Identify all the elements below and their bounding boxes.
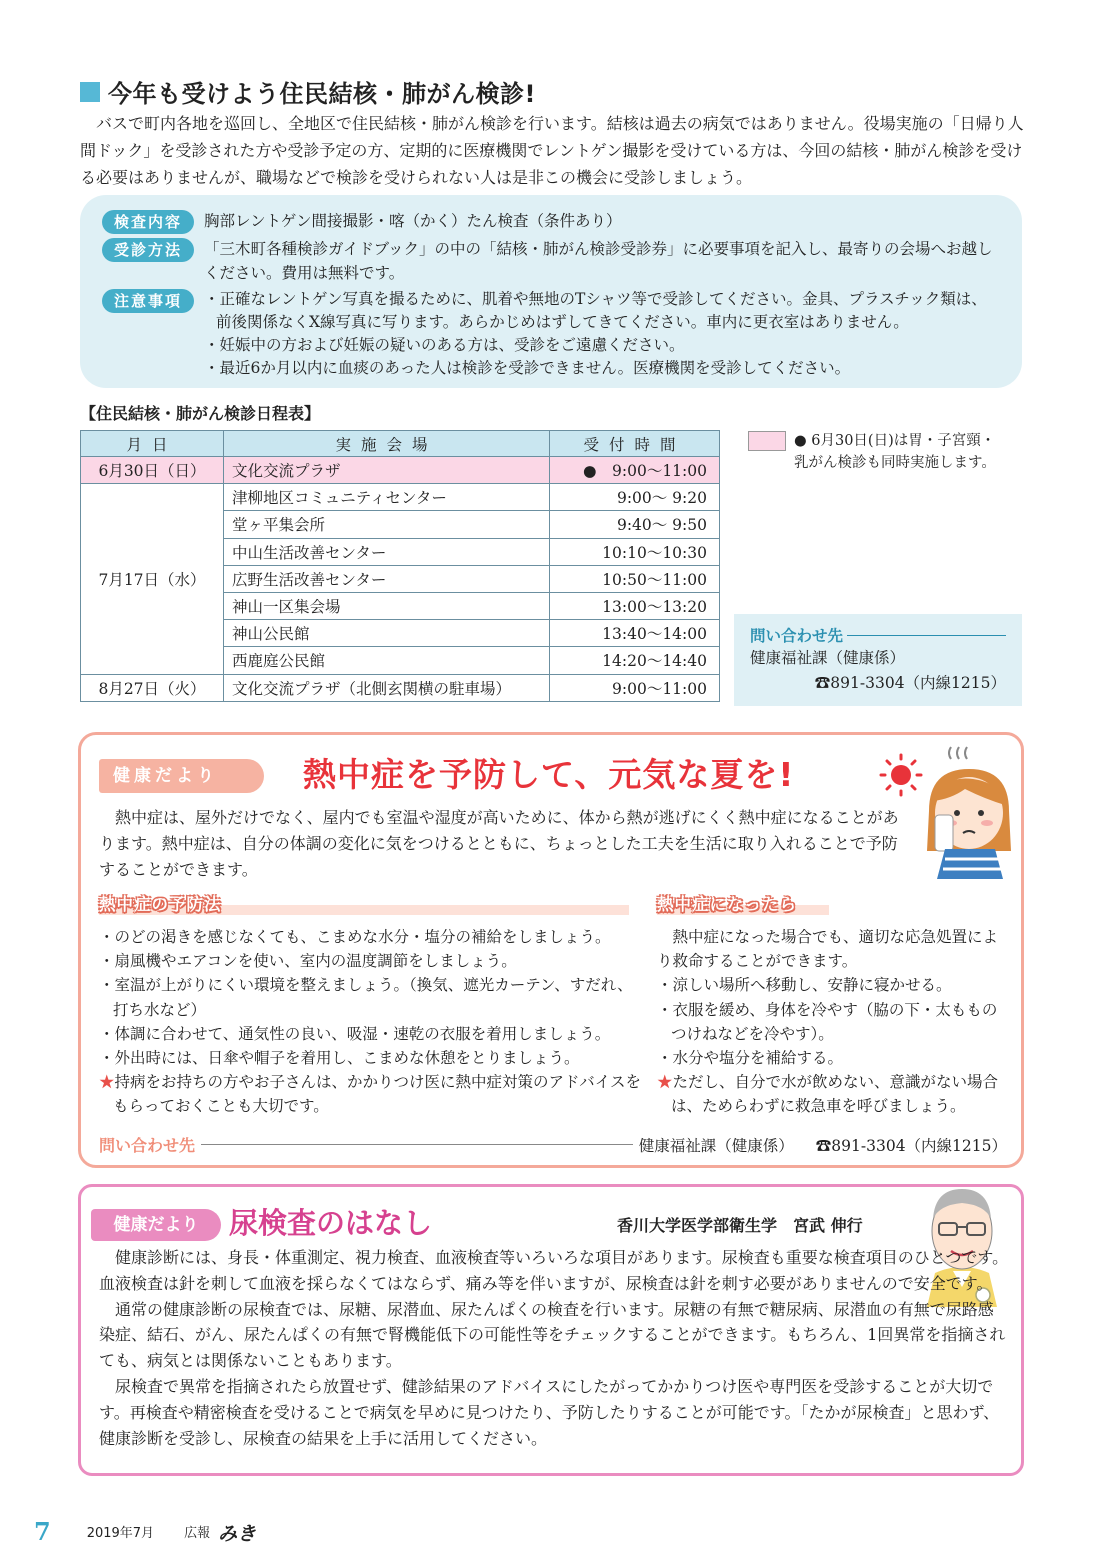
schedule-venue: 文化交流プラザ（北側玄関横の駐車場） — [224, 674, 550, 701]
after-heading — [657, 893, 829, 915]
issue-date: 2019年7月 — [86, 1526, 155, 1541]
list-item-star: ★ ただし、自分で水が飲めない、意識がない場合は、ためらわずに救急車を呼びましょう。 — [657, 1070, 1009, 1118]
heatstroke-title: 熱中症を予防して、元気な夏を! — [303, 755, 795, 794]
schedule-venue: 神山公民館 — [224, 620, 550, 647]
heading-square-icon — [80, 82, 100, 102]
after-intro: 熱中症になった場合でも、適切な応急処置により救命することができます。 — [657, 928, 999, 971]
col-date-header: 月日 — [81, 431, 224, 457]
schedule-venue: 堂ヶ平集会所 — [224, 511, 550, 538]
exam-content-row — [102, 209, 1000, 234]
list-item: ・ 涼しい場所へ移動し、安静に寝かせる。 — [657, 973, 1009, 997]
schedule-venue: 文化交流プラザ — [224, 457, 550, 484]
schedule-date: 7月17日（水） — [81, 484, 224, 674]
schedule-time: ● 9:00～11:00 — [550, 457, 720, 484]
list-item: ・ 水分や塩分を補給する。 — [657, 1046, 1009, 1070]
list-item: ・ 扇風機やエアコンを使い、室内の温度調節をしましょう。 — [99, 949, 647, 973]
contact-label: 問い合わせ先 — [750, 624, 1006, 646]
schedule-time: 10:50～11:00 — [550, 565, 720, 592]
schedule-venue: 広野生活改善センター — [224, 565, 550, 592]
list-item: ・ 室温が上がりにくい環境を整えましょう。（換気、遮光カーテン、すだれ、打ち水など） — [99, 973, 647, 1021]
exam-info-box — [80, 195, 1022, 388]
after-list — [657, 925, 1009, 1119]
contact-tel: ☎891-3304（内線1215） — [815, 1136, 1007, 1155]
prevention-list — [99, 925, 647, 1119]
col-time-header: 受付時間 — [550, 431, 720, 457]
col-venue-header: 実施会場 — [224, 431, 550, 457]
schedule-table — [80, 430, 720, 702]
pink-swatch-icon — [748, 431, 786, 451]
contact-tel: ☎891-3304（内線1215） — [814, 674, 1006, 692]
exam-method-text: 「三木町各種検診ガイドブック」の中の「結核・肺がん検診受診券」に必要事項を記入し、最寄りの会場へお越しください。費用は無料です。 — [204, 240, 993, 282]
author-line: 香川大学医学部衛生学 宮武 伸行 — [617, 1216, 863, 1235]
contact-dept: 健康福祉課（健康係） — [750, 649, 906, 667]
schedule-time: 13:00～13:20 — [550, 592, 720, 619]
health-news-tab: 健康だより — [99, 759, 264, 793]
urine-test-title: 尿検査のはなし — [229, 1206, 433, 1240]
page-footer — [34, 1519, 256, 1545]
paragraph: 健康診断には、身長・体重測定、視力検査、血液検査等いろいろな項目があります。尿検査も重要な検査項目のひとつです。血液検査は針を刺して血液を採らなくてはならず、痛み等を伴いますが、尿検査は針を刺す必要がありませんので安全です。 — [99, 1248, 1009, 1293]
section1-heading — [80, 74, 536, 109]
exam-note-item: ・ 正確なレントゲン写真を撮るために、肌着や無地のTシャツ等で受診してください。金具、プラスチック類は、前後関係なくX線写真に写ります。あらかじめはずしてきてください。車内に更衣室はありません。 — [204, 288, 1000, 334]
urine-test-body — [99, 1245, 1009, 1451]
list-item: ・ のどの渇きを感じなくても、こまめな水分・塩分の補給をしましょう。 — [99, 925, 647, 949]
list-item: ・ 体調に合わせて、通気性の良い、吸湿・速乾の衣服を着用しましょう。 — [99, 1022, 647, 1046]
exam-note-item: ・ 最近6か月以内に血痰のあった人は検診を受診できません。医療機関を受診してください。 — [204, 357, 1000, 380]
schedule-date: 8月27日（火） — [81, 674, 224, 701]
exam-notes-list — [204, 288, 1000, 380]
health-news-tab: 健康だより — [91, 1209, 221, 1241]
after-heading-text: 熱中症になったら — [657, 895, 797, 914]
paragraph: 尿検査で異常を指摘されたら放置せず、健診結果のアドバイスにしたがってかかりつけ医や専門医を受診することが大切です。再検査や精密検査を受けることで病気を早めに見つけたり、予防したりすることが可能です。「たかが尿検査」と思わず、健康診断を受診し、尿検査の結果を上手に活用してください。 — [99, 1376, 1000, 1448]
schedule-venue: 津柳地区コミュニティセンター — [224, 484, 550, 511]
schedule-date: 6月30日（日） — [81, 457, 224, 484]
schedule-time: 13:40～14:00 — [550, 620, 720, 647]
prevention-heading-text: 熱中症の予防法 — [99, 895, 222, 914]
heatstroke-contact — [99, 1133, 1007, 1156]
table-row — [81, 484, 720, 511]
schedule-legend — [748, 430, 1009, 474]
schedule-venue: 中山生活改善センター — [224, 538, 550, 565]
prevention-heading — [99, 893, 629, 915]
list-item: ・ 外出時には、日傘や帽子を着用し、こまめな休憩をとりましょう。 — [99, 1046, 647, 1070]
sun-icon — [881, 755, 921, 795]
paragraph: 通常の健康診断の尿検査では、尿糖、尿潜血、尿たんぱくの検査を行います。尿糖の有無で糖尿病、尿潜血の有無で尿路感染症、結石、がん、尿たんぱくの有無で腎機能低下の可能性等をチェックすることができます。もちろん、1回異常を指摘されても、病気とは関係ないこともあります。 — [99, 1299, 1006, 1371]
table-row — [81, 674, 720, 701]
exam-notes-row — [102, 288, 1000, 380]
legend-text: ● 6月30日(日)は胃・子宮頸・乳がん検診も同時実施します。 — [794, 433, 996, 471]
section1-title: 今年も受けよう住民結核・肺がん検診! — [108, 80, 536, 108]
schedule-time: 9:40～ 9:50 — [550, 511, 720, 538]
schedule-time: 9:00～ 9:20 — [550, 484, 720, 511]
exam-notes-tag: 注意事項 — [102, 289, 194, 313]
contact-rule — [201, 1144, 633, 1145]
contact-box — [734, 614, 1022, 706]
publication-label: 広報 — [184, 1526, 211, 1541]
exam-note-item: ・ 妊娠中の方および妊娠の疑いのある方は、受診をご遠慮ください。 — [204, 334, 1000, 357]
exam-method-row — [102, 237, 1000, 285]
schedule-time: 14:20～14:40 — [550, 647, 720, 674]
section1-intro: バスで町内各地を巡回し、全地区で住民結核・肺がん検診を行います。結核は過去の病気ではありません。役場実施の「日帰り人間ドック」を受診された方や受診予定の方、定期的に医療機関でレントゲン撮影を受けている方は、今回の結核・肺がん検診を受ける必要はありませんが、職場などで検診を受けられない人は是非この機会に受診しましょう。 — [80, 114, 1024, 187]
schedule-venue: 神山一区集会場 — [224, 592, 550, 619]
contact-label: 問い合わせ先 — [99, 1136, 196, 1155]
contact-dept: 健康福祉課（健康係） — [638, 1136, 794, 1155]
exam-content-text: 胸部レントゲン間接撮影・喀（かく）たん検査（条件あり） — [204, 212, 622, 230]
exam-method-tag: 受診方法 — [102, 238, 194, 262]
list-item: ・ 衣服を緩め、身体を冷やす（脇の下・太もものつけねなどを冷やす）。 — [657, 998, 1009, 1046]
schedule-title: 【住民結核・肺がん検診日程表】 — [80, 404, 321, 423]
urine-test-box — [78, 1184, 1024, 1476]
schedule-venue: 西鹿庭公民館 — [224, 647, 550, 674]
schedule-time: 10:10～10:30 — [550, 538, 720, 565]
list-item-star: ★ 持病をお持ちの方やお子さんは、かかりつけ医に熱中症対策のアドバイスをもらっておくことも大切です。 — [99, 1070, 647, 1118]
schedule-header-row — [81, 431, 720, 457]
heatstroke-box — [78, 732, 1024, 1168]
table-row — [81, 457, 720, 484]
schedule-time: 9:00～11:00 — [550, 674, 720, 701]
heatstroke-intro: 熱中症は、屋外だけでなく、屋内でも室温や湿度が高いために、体から熱が逃げにくく熱中症になることがあります。熱中症は、自分の体調の変化に気をつけるとともに、ちょっとした工夫を生活に取り入れることで予防することができます。 — [99, 808, 899, 879]
page-number: 7 — [34, 1517, 51, 1546]
exam-content-tag: 検査内容 — [102, 210, 194, 234]
publication-logo: みき — [218, 1523, 257, 1545]
